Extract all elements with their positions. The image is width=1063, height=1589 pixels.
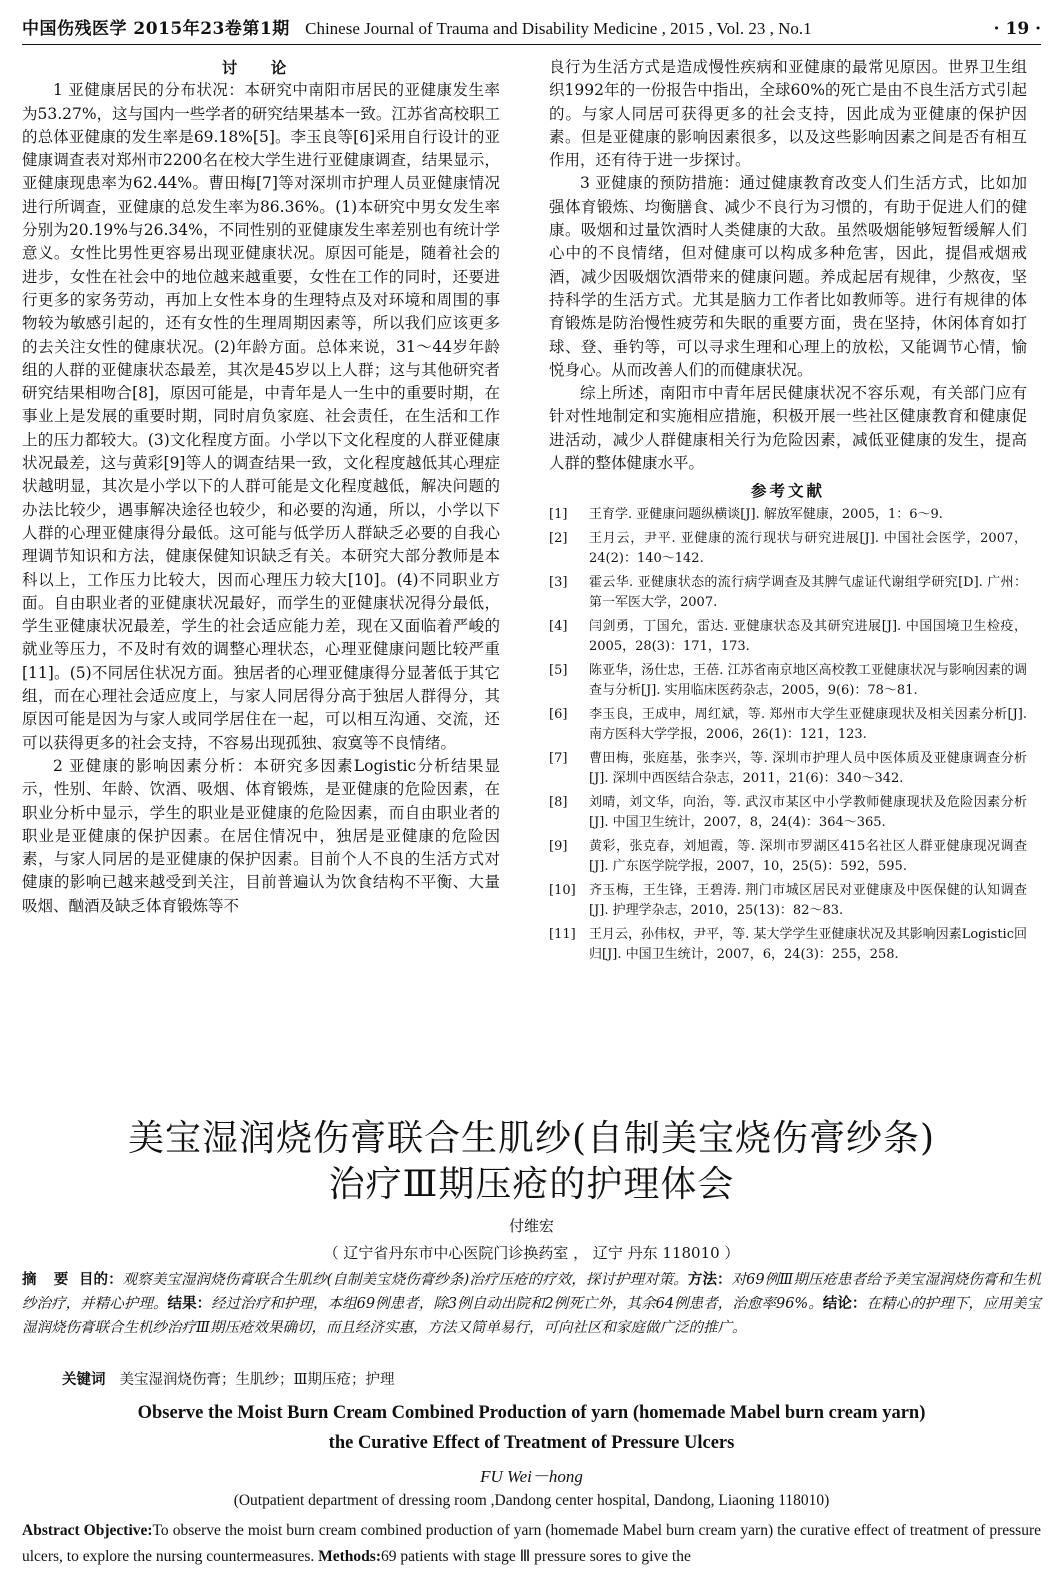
reference-item <box>549 793 1027 833</box>
reference-number: [10] <box>549 882 576 898</box>
reference-item <box>549 661 1027 701</box>
conclusion-label: 结论： <box>822 1295 867 1312</box>
reference-number: [7] <box>549 750 568 766</box>
page-number: · 19 · <box>993 19 1041 39</box>
reference-text: 王月云，孙伟权，尹平，等. 某大学学生亚健康状况及其影响因素Logistic回归[J]. 中国卫生统计，2007，6，24(3)：255，258. <box>589 926 1027 962</box>
reference-text: 闫剑勇，丁国允，雷达. 亚健康状态及其研究进展[J]. 中国国境卫生检疫，2005，28(3)：171，173. <box>589 618 1027 654</box>
results-label: 结果： <box>167 1295 212 1312</box>
journal-name-cn: 中国伤残医学 2015年23卷第1期 <box>22 19 290 39</box>
abstract-label: 摘 要 <box>22 1271 75 1288</box>
english-title-line-2: the Curative Effect of Treatment of Pressure Ulcers <box>328 1433 735 1453</box>
reference-item <box>549 573 1027 613</box>
reference-number: [6] <box>549 706 568 722</box>
reference-item <box>549 617 1027 657</box>
discussion-paragraph-3: 3 亚健康的预防措施：通过健康教育改变人们生活方式，比如加强体育锻炼、均衡膳食、减少不良行为习惯的，有助于促进人们的健康。吸烟和过量饮酒时人类健康的大敌。虽然吸烟能够短暂缓解人们心中的不良情绪，但对健康可以构成多种危害，因此，提倡戒烟戒酒，减少因吸烟饮酒带来的健康问题。养成起居有规律，少熬夜，坚持科学的生活方式。尤其是脑力工作者比如教师等。进行有规律的体育锻炼是防治慢性疲劳和失眠的重要方面，贵在坚持，休闲体育如打球、登、垂钓等，可以寻求生理和心理上的放松，又能调节心情，愉悦身心。从而改善人们的而健康状况。 <box>549 174 1027 379</box>
english-title-line-1: Observe the Moist Burn Cream Combined Production of yarn (homemade Mabel burn cream yarn) <box>137 1403 926 1423</box>
reference-number: [5] <box>549 662 568 678</box>
reference-number: [4] <box>549 618 568 634</box>
reference-item <box>549 529 1027 569</box>
discussion-heading: 讨 论 <box>221 58 301 77</box>
reference-item <box>549 705 1027 745</box>
article-author: 付维宏 <box>508 1217 554 1235</box>
reference-number: [8] <box>549 794 568 810</box>
english-author: FU Wei－hong <box>480 1467 583 1486</box>
english-methods-text: 69 patients with stage Ⅲ pressure sores to give the <box>381 1548 691 1565</box>
reference-number: [3] <box>549 574 568 590</box>
discussion-paragraph-1: 1 亚健康居民的分布状况：本研究中南阳市居民的亚健康发生率为53.27%，这与国内一些学者的研究结果基本一致。江苏省高校职工的总体亚健康的发生率是69.18%[5]。李玉良等[6]采用自行设计的亚健康调查表对郑州市2200名在校大学生进行亚健康调查，结果显示，亚健康现患率为62.44%。曹田梅[7]等对深圳市护理人员亚健康情况进行所调查，亚健康的总发生率为86.36%。(1)本研究中男女发生率分别为20.19%与26.34%，不同性别的亚健康发生率差别也有统计学意义。女性比男性更容易出现亚健康状况。原因可能是，随着社会的进步，女性在社会中的地位越来越重要，女性在工作的同时，还要进行更多的家务劳动，再加上女性本身的生理特点及对环境和周围的事物较为敏感引起的，还有女性的生理周期因素等，所以我们应该更多的去关注女性的健康状况。(2)年龄方面。总体来说，31～44岁年龄组的人群的亚健康状态最差，其次是45岁以上人群；这与其他研究者研究结果相吻合[8]，原因可能是，中青年是人一生中的重要时期，在事业上是发展的重要时期，同时肩负家庭、社会责任，在生活和工作上的压力都较大。(3)文化程度方面。小学以下文化程度的人群亚健康状况最差，这与黄彩[9]等人的调查结果一致，文化程度越低其心理症状越明显，其次是小学以下的人群可能是文化程度越低，解决问题的办法比较少，遇事解决途径也较少，和必要的沟通，所以，小学以下人群的心理亚健康得分最低。这可能与低学历人群缺乏必要的自我心理调节知识和方法，健康保健知识缺乏有关。本研究大部分教师是本科以上，工作压力比较大，因而心理压力较大[10]。(4)不同职业方面。自由职业者的亚健康状况最好，而学生的亚健康状况得分最低，学生亚健康状况最差，学生的社会适应能力差，现在又面临着严峻的就业等压力，不及时有效的调整心理状态，心理亚健康问题比较严重[11]。(5)不同居住状况方面。独居者的心理亚健康得分显著低于其它组，而在心理社会适应度上，与家人同居得分高于独居人群得分，其原因可能是因为与家人或同学居住在一起，可以相互沟通、交流，还可以获得更多的社会支持，不容易出现孤独、寂寞等不良情绪。 <box>22 81 500 752</box>
reference-item <box>549 925 1027 965</box>
discussion-paragraph-4: 综上所述，南阳市中青年居民健康状况不容乐观，有关部门应有针对性地制定和实施相应措施，积极开展一些社区健康教育和健康促进活动，减少人群健康相关行为危险因素，减低亚健康的发生，提高人群的整体健康水平。 <box>549 384 1027 473</box>
reference-text: 李玉良，王成申，周红斌，等. 郑州市大学生亚健康现状及相关因素分析[J]. 南方医科大学学报，2006，26(1)：121，123. <box>589 706 1027 742</box>
reference-item <box>549 881 1027 921</box>
article-affiliation: （ 辽宁省丹东市中心医院门诊换药室 ， 辽宁 丹东 118010 ） <box>323 1244 740 1262</box>
running-header <box>22 14 1041 45</box>
keywords-text: 美宝湿润烧伤膏；生肌纱；Ⅲ期压疮；护理 <box>119 1372 395 1388</box>
english-affiliation: (Outpatient department of dressing room ,Dandong center hospital, Dandong, Liaoning 118010) <box>233 1492 830 1509</box>
english-title <box>22 1398 1041 1458</box>
reference-number: [9] <box>549 838 568 854</box>
reference-item <box>549 749 1027 789</box>
reference-list <box>549 505 1027 965</box>
reference-text: 刘晴，刘文华，向治，等. 武汉市某区中小学教师健康现状及危险因素分析[J]. 中国卫生统计，2007，8，24(4)：364～365. <box>589 794 1027 830</box>
english-abstract <box>22 1518 1041 1570</box>
english-objective-text: To observe the moist burn cream combined production of yarn (homemade Mabel burn cream yarn) the curative effect of treatment of pressure ulcers, to explore the nursing countermeasures. <box>22 1522 1041 1565</box>
reference-item <box>549 837 1027 877</box>
reference-number: [11] <box>549 926 576 942</box>
reference-text: 曹田梅，张庭基，张李兴，等. 深圳市护理人员中医体质及亚健康调查分析[J]. 深圳中西医结合杂志，2011，21(6)：340～342. <box>589 750 1027 786</box>
discussion-paragraph-2-continued: 良行为生活方式是造成慢性疾病和亚健康的最常见原因。世界卫生组织1992年的一份报告中指出，全球60%的死亡是由不良生活方式引起的。与家人同居可获得更多的社会支持，因此成为亚健康的保护因素。但是亚健康的影响因素很多，以及这些影响因素之间是否有相互作用，还有待于进一步探讨。 <box>549 58 1027 170</box>
methods-label: 方法： <box>687 1271 732 1288</box>
results-text: 经过治疗和护理，本组69例患者，除3例自动出院和2例死亡外，其余64例患者，治愈率96%。 <box>211 1296 823 1312</box>
keywords-line <box>62 1369 1041 1391</box>
discussion-paragraph-2: 2 亚健康的影响因素分析：本研究多因素Logistic分析结果显示，性别、年龄、饮酒、吸烟、体育锻炼，是亚健康的危险因素，在职业分析中显示，学生的职业是亚健康的危险因素，而自由职业者的职业是亚健康的保护因素。在居住情况中，独居是亚健康的危险因素，与家人同居的是亚健康的保护因素。目前个人不良的生活方式对健康的影响已越来越受到关注，目前普遍认为饮食结构不平衡、大量吸烟、酗酒及缺乏体育锻炼等不 <box>22 756 500 915</box>
reference-number: [2] <box>549 530 568 546</box>
reference-text: 霍云华. 亚健康状态的流行病学调查及其脾气虚证代谢组学研究[D]. 广州：第一军医大学，2007. <box>589 574 1027 610</box>
reference-text: 王育学. 亚健康问题纵横谈[J]. 解放军健康，2005，1：6～9. <box>589 506 943 522</box>
objective-label: 目的： <box>78 1271 123 1288</box>
article-title-line-2: 治疗Ⅲ期压疮的护理体会 <box>328 1164 735 1205</box>
objective-text: 观察美宝湿润烧伤膏联合生肌纱(自制美宝烧伤膏纱条)治疗压疮的疗效，探讨护理对策。 <box>122 1272 688 1288</box>
reference-text: 王月云，尹平. 亚健康的流行现状与研究进展[J]. 中国社会医学，2007，24(2)：140～142. <box>589 530 1027 566</box>
left-column <box>22 56 500 918</box>
methods-text: 对69例Ⅲ期压疮患者给予美宝湿润烧伤膏和生机纱治疗，并精心护理。 <box>22 1272 1041 1312</box>
reference-item <box>549 505 1027 525</box>
conclusion-text: 在精心的护理下，应用美宝湿润烧伤膏联合生机纱治疗Ⅲ期压疮效果确切，而且经济实惠，方法又简单易行，可向社区和家庭做广泛的推广。 <box>22 1296 1042 1336</box>
keywords-label: 关键词 <box>62 1371 106 1388</box>
article-title-line-1: 美宝湿润烧伤膏联合生肌纱(自制美宝烧伤膏纱条) <box>127 1118 936 1159</box>
chinese-abstract <box>22 1268 1041 1340</box>
article-title <box>22 1116 1041 1208</box>
reference-text: 齐玉梅，王生锋，王碧涛. 荆门市城区居民对亚健康及中医保健的认知调查[J]. 护理学杂志，2010，25(13)：82～83. <box>589 882 1027 918</box>
reference-text: 黄彩，张克春，刘旭霞，等. 深圳市罗湖区415名社区人群亚健康现况调查[J]. 广东医学院学报，2007，10，25(5)：592，595. <box>589 838 1027 874</box>
references-heading: 参考文献 <box>750 481 825 501</box>
right-column <box>549 56 1027 969</box>
journal-name-en: Chinese Journal of Trauma and Disability Medicine , 2015 , Vol. 23 , No.1 <box>305 19 812 38</box>
english-abstract-label: Abstract Objective: <box>22 1522 153 1539</box>
english-methods-label: Methods: <box>318 1548 381 1565</box>
two-column-body <box>22 56 1042 1086</box>
reference-number: [1] <box>549 506 568 522</box>
reference-text: 陈亚华，汤仕忠，王蓓. 江苏省南京地区高校教工亚健康状况与影响因素的调查与分析[J]. 实用临床医药杂志，2005，9(6)：78～81. <box>589 662 1027 698</box>
